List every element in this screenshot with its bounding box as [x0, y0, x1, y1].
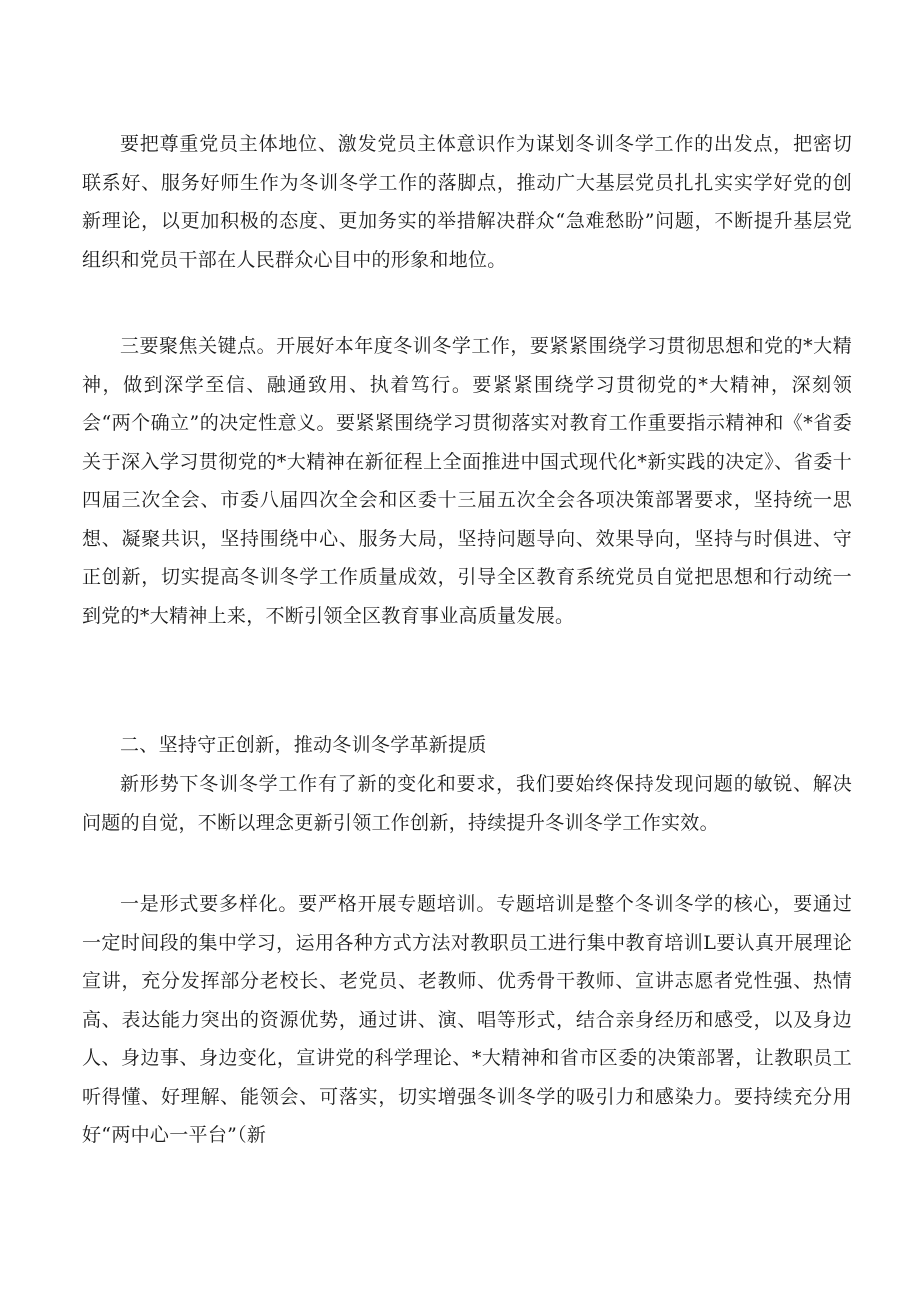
paragraph-focus-key-points: 三要聚焦关键点。开展好本年度冬训冬学工作，要紧紧围绕学习贯彻思想和党的*大精神，做到深学至信、融通致用、执着笃行。要紧紧围绕学习贯彻党的*大精神，深刻领会“两个确立”的决定性意义。要紧紧围绕学习贯彻落实对教育工作重要指示精神和《*省委关于深入学习贯彻党的*大精神在新征程上全面推进中国式现代化*新实践的决定》、省委十四届三次全会、市委八届四次全会和区委十三届五次全会各项决策部署要求，坚持统一思想、凝聚共识，坚持围绕中心、服务大局，坚持问题导向、效果导向，坚持与时俱进、守正创新，切实提高冬训冬学工作质量成效，引导全区教育系统党员自觉把思想和行动统一到党的*大精神上来，不断引领全区教育事业高质量发展。 [82, 335, 852, 627]
paragraph-diverse-forms: 一是形式要多样化。要严格开展专题培训。专题培训是整个冬训冬学的核心，要通过一定时间段的集中学习，运用各种方式方法对教职员工进行集中教育培训L要认真开展理论宣讲，充分发挥部分老校长、老党员、老教师、优秀骨干教师、宣讲志愿者党性强、热情高、表达能力突出的资源优势，通过讲、演、唱等形式，结合亲身经历和感受，以及身边人、身边事、身边变化，宣讲党的科学理论、*大精神和省市区委的决策部署，让教职员工听得懂、好理解、能领会、可落实，切实增强冬训冬学的吸引力和感染力。要持续充分用好“两中心一平台”（新 [82, 893, 852, 1146]
section-heading-innovation: 二、坚持守正创新，推动冬训冬学革新提质 [120, 734, 487, 756]
paragraph-party-member-subject: 要把尊重党员主体地位、激发党员主体意识作为谋划冬训冬学工作的出发点，把密切联系好、服务好师生作为冬训冬学工作的落脚点，推动广大基层党员扎扎实实学好党的创新理论，以更加积极的态度、更加务实的举措解决群众“急难愁盼”问题，不断提升基层党组织和党员干部在人民群众心目中的形象和地位。 [82, 133, 852, 271]
paragraph-new-situation: 新形势下冬训冬学工作有了新的变化和要求，我们要始终保持发现问题的敏锐、解决问题的自觉，不断以理念更新引领工作创新，持续提升冬训冬学工作实效。 [82, 773, 852, 834]
